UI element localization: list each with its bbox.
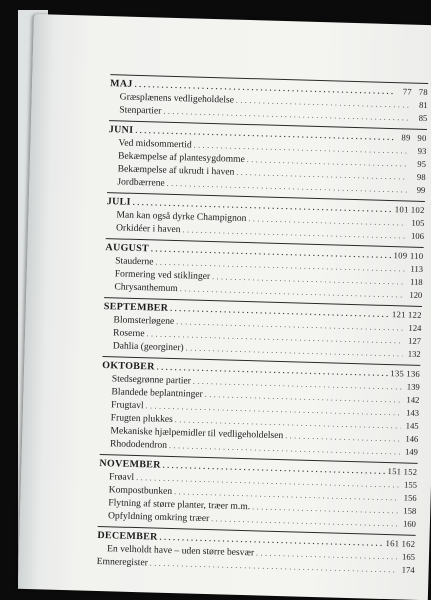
toc-page-number: 161 xyxy=(385,538,400,549)
toc-entry-page: 132 xyxy=(407,348,421,359)
toc-section-august xyxy=(104,238,423,302)
toc-entry-page: 158 xyxy=(403,505,417,516)
toc-page-number: 109 xyxy=(393,250,408,261)
toc-entry-title: Chrysanthemum xyxy=(114,281,178,295)
toc-month-label: NOVEMBER xyxy=(99,458,161,471)
toc-entry-title: Græsplænens vedligeholdelse xyxy=(119,91,235,106)
toc-section-maj xyxy=(109,74,428,125)
toc-entry-page: 85 xyxy=(418,112,428,124)
toc-entry-title: Formering ved stiklinger xyxy=(114,268,211,283)
toc-entry-page: 81 xyxy=(418,99,428,111)
toc-entry-title: Blandede beplantninger xyxy=(111,386,203,400)
toc-entry-title: Bekæmpelse af plantesygdomme xyxy=(117,150,246,165)
toc-page-number: 135 xyxy=(390,368,405,379)
book-page xyxy=(18,14,431,600)
toc-entry-page: 146 xyxy=(405,433,419,444)
toc-month-label: OKTOBER xyxy=(102,360,155,373)
toc-section-december xyxy=(97,526,416,577)
toc-entry-page: 118 xyxy=(409,276,423,287)
toc-entry-title: Flytning af større planter, træer m.m. xyxy=(108,497,251,513)
toc-entry-page: 160 xyxy=(402,518,417,529)
toc-entry-title: Frugten plukkes xyxy=(110,412,173,426)
toc-entry-page: 95 xyxy=(417,158,427,170)
toc-entry-page: 156 xyxy=(403,492,417,503)
toc-section-oktober xyxy=(100,356,421,459)
toc-entry-page: 120 xyxy=(409,289,423,300)
toc-entry-page: 149 xyxy=(404,446,419,457)
toc-entry-page: 98 xyxy=(416,171,426,182)
toc-entry-page: 127 xyxy=(407,335,422,346)
toc-entry-page: 105 xyxy=(411,217,425,228)
toc-page-number: 89 xyxy=(401,132,411,143)
toc-page-number: 136 xyxy=(406,368,421,379)
toc-entry-page: 145 xyxy=(405,420,419,431)
toc-section-juli xyxy=(106,192,425,243)
toc-entry-title: Man kan også dyrke Champignon xyxy=(116,209,247,225)
toc-register-page: 174 xyxy=(401,564,415,575)
toc-month-label: MAJ xyxy=(109,78,133,90)
toc-page-number: 102 xyxy=(410,204,425,215)
toc-entry-title: Frugtavl xyxy=(110,399,144,412)
toc-entry-title: Opfyldning omkring træer xyxy=(107,510,210,525)
toc-entry-page: 143 xyxy=(405,407,420,418)
toc-entry-page: 142 xyxy=(406,394,420,405)
toc-entry-page: 165 xyxy=(401,551,416,562)
toc-page-number: 110 xyxy=(409,250,424,261)
toc-page-number: 152 xyxy=(403,466,418,477)
toc-entry-title: Stedsegrønne partier xyxy=(111,373,192,387)
toc-entry-title: Bekæmpelse af ukrudt i haven xyxy=(117,163,235,178)
toc-page-number: 162 xyxy=(401,538,416,549)
toc-entry-title: Blomsterløgene xyxy=(113,314,175,328)
toc-entry-title: Rhododendron xyxy=(109,438,168,451)
toc-month-label: JUNI xyxy=(108,124,134,136)
toc-page-number: 90 xyxy=(417,132,427,144)
toc-register-title: Emneregister xyxy=(96,555,149,569)
toc-entry-title: Jordbærrene xyxy=(117,176,165,189)
toc-entry-page: 155 xyxy=(403,479,418,490)
toc-entry-title: Stenpartier xyxy=(119,104,162,117)
toc-entry-title: Stauderne xyxy=(114,255,154,268)
toc-section-november xyxy=(98,454,418,531)
toc-entry-page: 93 xyxy=(417,145,427,157)
toc-month-label: AUGUST xyxy=(105,242,150,255)
toc-entry-title: Roserne xyxy=(112,327,145,340)
toc-entry-title: En velholdt have – uden større besvær xyxy=(106,543,255,559)
toc-entry-title: Frøavl xyxy=(108,471,135,483)
toc-entry-page: 106 xyxy=(410,230,425,241)
toc-month-label: JULI xyxy=(106,196,131,208)
toc-page-number: 122 xyxy=(407,309,422,320)
toc-entry-title: Dahlia (georginer) xyxy=(112,340,184,354)
toc-entry-title: Ved midsommertid xyxy=(118,137,192,151)
toc-section-juni xyxy=(107,120,427,197)
table-of-contents xyxy=(96,74,428,581)
toc-entry-page: 99 xyxy=(416,184,426,195)
toc-section-september xyxy=(103,297,422,361)
toc-month-label: DECEMBER xyxy=(97,529,158,543)
toc-page-number: 121 xyxy=(391,309,406,320)
toc-page-number: 78 xyxy=(418,86,429,98)
toc-entry-title: Kompostbunken xyxy=(108,484,173,498)
toc-entry-page: 139 xyxy=(406,381,420,392)
toc-page-number: 151 xyxy=(387,466,402,477)
toc-entry-page: 113 xyxy=(410,263,424,274)
toc-entry-page: 124 xyxy=(408,322,422,333)
toc-entry-title: Mekaniske hjælpemidler til vedligeholdelsen xyxy=(110,425,284,442)
toc-month-label: SEPTEMBER xyxy=(103,301,169,314)
toc-entry-title: Orkidéer i haven xyxy=(115,222,181,236)
toc-page-number: 77 xyxy=(402,86,413,97)
toc-page-number: 101 xyxy=(394,204,409,215)
